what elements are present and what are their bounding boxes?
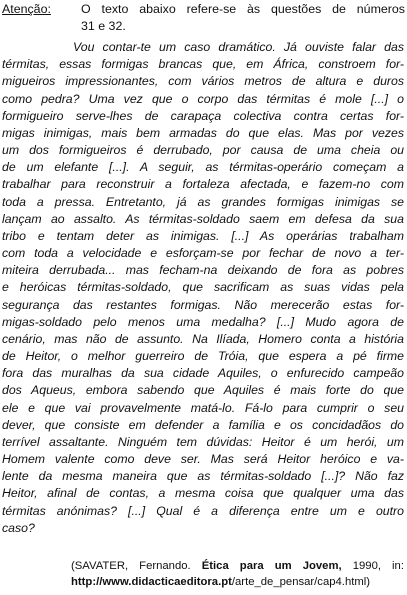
passage-line: e heróicas térmitas-soldado, que sacrificam as suas vidas pela bbox=[2, 280, 404, 295]
citation-line bbox=[71, 558, 404, 574]
citation-url-path: /arte_de_pensar/cap4.html) bbox=[231, 576, 371, 588]
passage-line: migas inimigas, mais bem armadas do que elas. Mas por vezes bbox=[2, 125, 404, 140]
passage-line: migas-soldado pelo menos uma medalha? [...] Mudo agora de bbox=[2, 314, 404, 329]
passage-line: ele e que vai provavelmente matá-lo. Fá-lo para cumprir o seu bbox=[2, 400, 404, 415]
passage-text bbox=[2, 39, 404, 537]
passage-line: terrível assaltante. Ninguém tem dúvidas: Heitor é um herói, um bbox=[2, 434, 404, 449]
passage-line: Homem valente como deve ser. Mas será Heitor heróico e va- bbox=[2, 452, 404, 467]
passage-line: com toda a velocidade e esforçam-se por fechar de novo a ter- bbox=[2, 246, 404, 261]
attention-label: Atenção: bbox=[2, 2, 51, 16]
passage-line: cenário, mas não de assunto. Na Ilíada, Homero conta a história bbox=[2, 331, 404, 346]
passage-line: lançam ao assalto. As térmitas-soldado saem em defesa da sua bbox=[2, 211, 404, 226]
passage-line: um dos formigueiros é derrubado, por causa de uma cheia ou bbox=[2, 143, 404, 158]
passage-line: lente da mesma maneira que as térmitas-soldado [...]? Não faz bbox=[2, 469, 404, 484]
passage-line: segurança das restantes formigas. Não merecerão estas for- bbox=[2, 297, 404, 312]
notice-line: O texto abaixo refere-se às questões de números bbox=[81, 2, 405, 16]
passage-line: como pedra? Uma vez que o corpo das térmitas é mole [...] o bbox=[2, 91, 404, 106]
passage-line: Heitor, afinal de contas, a mesma coisa que qualquer uma das bbox=[2, 486, 404, 501]
citation-line bbox=[71, 574, 404, 590]
notice-line: 31 e 32. bbox=[81, 19, 126, 33]
attention-notice bbox=[81, 1, 405, 35]
passage-line: térmitas anónimas? [...] Qual é a diferença entre um e outro bbox=[2, 503, 404, 518]
passage-line: fora das muralhas da sua cidade Aquiles, o enfurecido campeão bbox=[2, 366, 404, 381]
source-citation bbox=[71, 558, 404, 590]
passage-line: caso? bbox=[2, 520, 35, 535]
passage-line: dos Aqueus, embora sabendo que Aquiles é mais forte do que bbox=[2, 383, 404, 398]
passage-line: miteira derrubada... mas fecham-na deixando de fora as pobres bbox=[2, 263, 404, 278]
passage-line: Vou contar-te um caso dramático. Já ouviste falar das bbox=[73, 40, 404, 54]
citation-suffix: 1990, in: bbox=[341, 560, 404, 572]
passage-line: formigueiro serve-lhes de carapaça colectiva contra certas for- bbox=[2, 108, 404, 123]
passage-line: toda a pressa. Entretanto, já as grandes formigas inimigas se bbox=[2, 194, 404, 209]
citation-book-title: Ética para um Jovem, bbox=[201, 560, 342, 572]
passage-line: tribo e tentam deter as inimigas. [...] As operárias trabalham bbox=[2, 228, 404, 243]
passage-line: dever, que consiste em defender a família e os concidadãos do bbox=[2, 417, 404, 432]
passage-line: térmitas, essas formigas brancas que, em África, constroem for- bbox=[2, 57, 404, 72]
citation-url-domain: http://www.didacticaeditora.pt bbox=[71, 576, 232, 588]
passage-line: trabalhar para reconstruir a fortaleza afectada, e fazem-no com bbox=[2, 177, 404, 192]
passage-line: de um elefante [...]. A seguir, as térmitas-operário começam a bbox=[2, 160, 404, 175]
citation-prefix: (SAVATER, Fernando. bbox=[71, 560, 202, 572]
passage-line: de Heitor, o melhor guerreiro de Tróia, que espera a pé firme bbox=[2, 349, 404, 364]
passage-line: migueiros impressionantes, com vários metros de altura e duros bbox=[2, 74, 404, 89]
